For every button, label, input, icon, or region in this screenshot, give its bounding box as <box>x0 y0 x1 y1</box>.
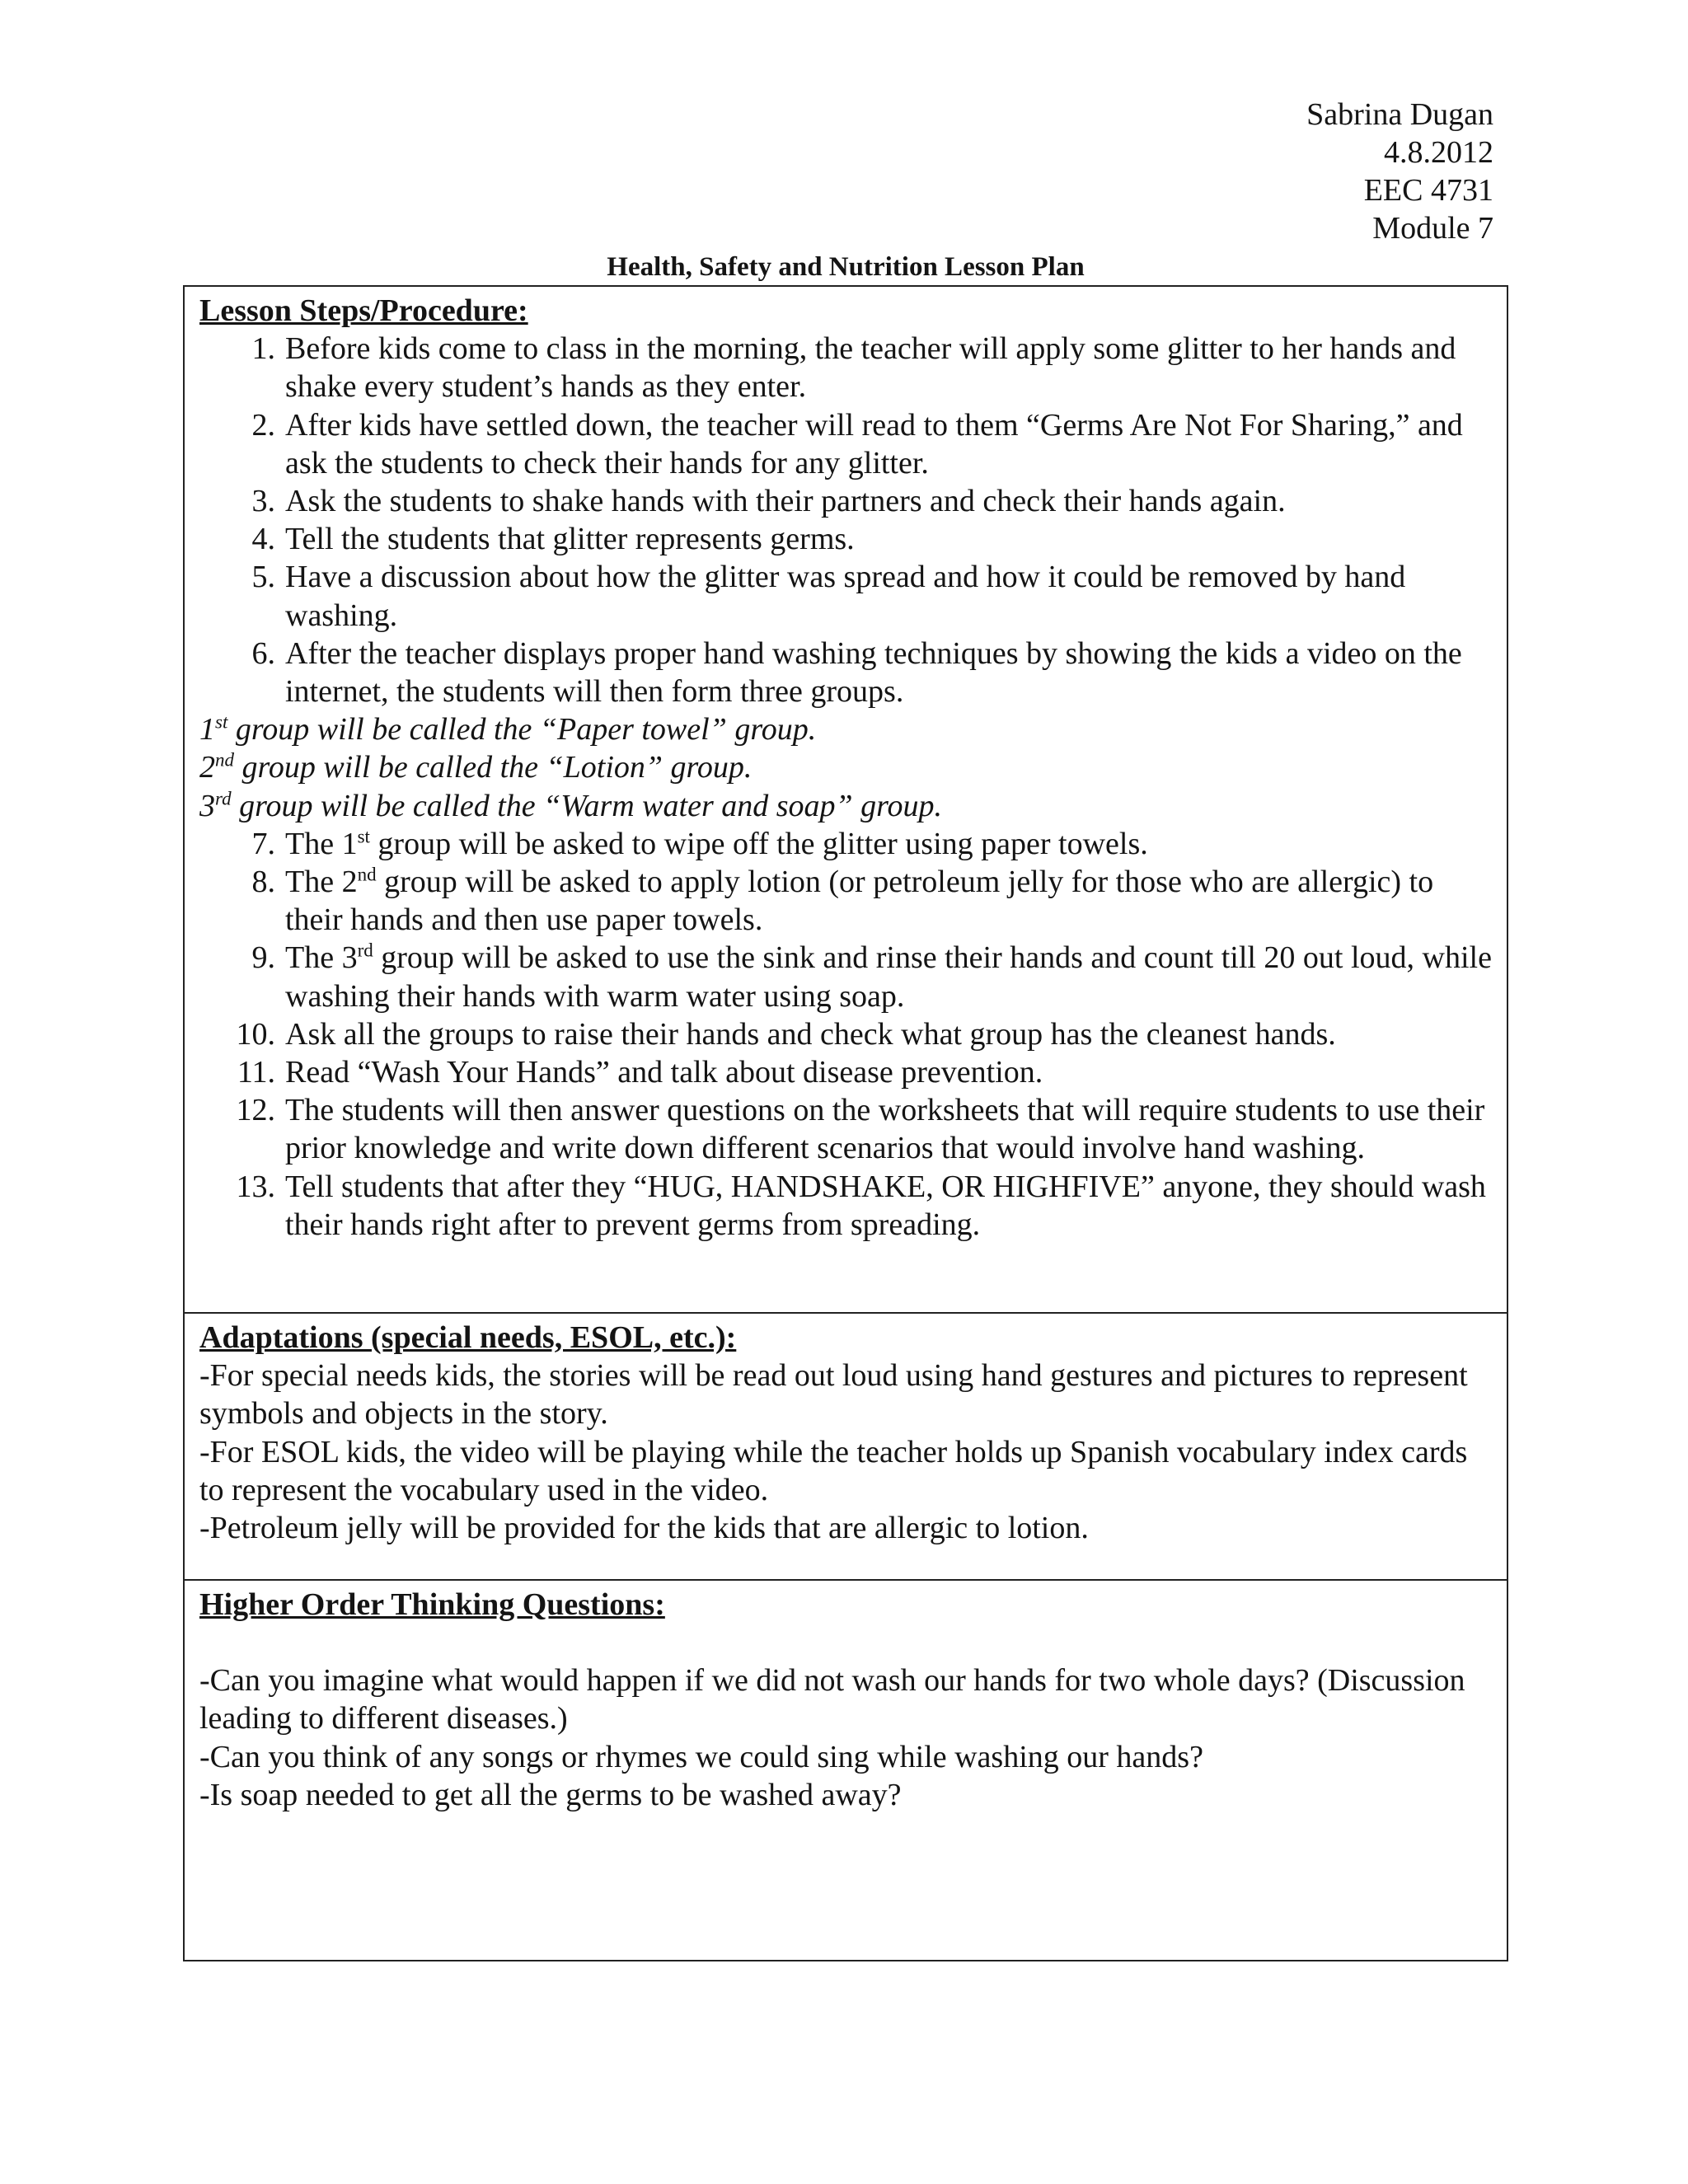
step-number: 9. <box>251 940 275 976</box>
question-line: -Can you imagine what would happen if we did not wash our hands for two whole days? (Discussion leading to different diseases.) <box>199 1663 1465 1736</box>
hot-questions-heading: Higher Order Thinking Questions: <box>199 1587 665 1622</box>
step-text: After the teacher displays proper hand washing techniques by showing the kids a video on the internet, the students will then form three groups. <box>285 635 1462 710</box>
step-number: 11. <box>237 1055 275 1090</box>
step-body: group will be asked to apply lotion (or petroleum jelly for those who are allergic) to their hands and then use paper towels. <box>285 865 1434 938</box>
ordinal-suffix: st <box>357 826 370 847</box>
adaptation-line: -For ESOL kids, the video will be playing while the teacher holds up Spanish vocabulary index cards to represent the vocabulary used in the video. <box>199 1434 1468 1507</box>
step-text: Before kids come to class in the morning, the teacher will apply some glitter to her hands and shake every student’s hands as they enter. <box>285 331 1456 405</box>
adaptation-line: -Petroleum jelly will be provided for the kids that are allergic to lotion. <box>199 1511 1089 1546</box>
course-code: EEC 4731 <box>1363 173 1493 208</box>
header-block <box>1306 96 1493 247</box>
steps-heading: Lesson Steps/Procedure: <box>199 293 528 328</box>
steps-list-a <box>199 330 1493 710</box>
question-line: -Can you think of any songs or rhymes we could sing while washing our hands? <box>199 1739 1203 1774</box>
adaptations-heading: Adaptations (special needs, ESOL, etc.): <box>199 1320 737 1355</box>
step-item <box>199 825 1493 863</box>
step-text <box>285 863 1493 939</box>
group-ordinal: 3 <box>199 788 215 823</box>
step-item <box>199 406 1493 482</box>
group-line <box>199 710 1493 748</box>
module-label: Module 7 <box>1372 211 1493 246</box>
spacer <box>199 1624 1493 1661</box>
step-item <box>199 939 1493 1015</box>
step-body: group will be asked to wipe off the glitter using paper towels. <box>369 826 1148 861</box>
adaptations-cell <box>185 1312 1507 1579</box>
date: 4.8.2012 <box>1384 135 1493 170</box>
steps-cell <box>185 287 1507 1312</box>
ordinal-suffix: rd <box>357 940 373 961</box>
ordinal-suffix: nd <box>357 864 377 885</box>
group-line <box>199 787 1493 825</box>
step-text: Read “Wash Your Hands” and talk about disease prevention. <box>285 1055 1043 1090</box>
step-number: 1. <box>251 331 275 367</box>
step-item <box>199 863 1493 939</box>
step-number: 12. <box>236 1093 275 1128</box>
step-number: 4. <box>251 522 275 557</box>
step-item <box>199 1053 1493 1091</box>
step-text <box>285 939 1493 1015</box>
step-text <box>285 825 1493 863</box>
document-title: Health, Safety and Nutrition Lesson Plan <box>607 252 1085 282</box>
step-number: 7. <box>251 826 275 861</box>
author-name: Sabrina Dugan <box>1306 97 1493 132</box>
step-prefix: The 2 <box>285 865 358 900</box>
step-body: group will be asked to use the sink and rinse their hands and count till 20 out loud, while washing their hands with warm water using soap. <box>285 940 1492 1014</box>
step-text: Tell the students that glitter represents germs. <box>285 522 855 557</box>
step-number: 10. <box>236 1016 275 1052</box>
step-item <box>199 635 1493 710</box>
step-prefix: The 1 <box>285 826 358 861</box>
ordinal-suffix: rd <box>215 787 232 808</box>
question-line: -Is soap needed to get all the germs to be washed away? <box>199 1777 902 1812</box>
step-number: 8. <box>251 865 275 900</box>
ordinal-suffix: nd <box>215 749 234 771</box>
lesson-plan-table <box>183 285 1508 1961</box>
step-number: 6. <box>251 635 275 671</box>
group-text: group will be called the “Lotion” group. <box>234 750 753 785</box>
steps-list-b <box>199 825 1493 1244</box>
step-item <box>199 1168 1493 1244</box>
hot-questions-cell <box>185 1579 1507 1960</box>
step-item <box>199 1015 1493 1053</box>
step-number: 5. <box>251 560 275 595</box>
adaptation-line: -For special needs kids, the stories will be read out loud using hand gestures and pictures to represent symbols and objects in the story. <box>199 1358 1468 1432</box>
group-text: group will be called the “Paper towel” group. <box>227 712 817 748</box>
step-text: The students will then answer questions on the worksheets that will require students to use their prior knowledge and write down different scenarios that would involve hand washing. <box>285 1093 1485 1166</box>
step-item <box>199 558 1493 634</box>
step-item <box>199 1091 1493 1167</box>
step-item <box>199 330 1493 405</box>
step-prefix: The 3 <box>285 940 358 976</box>
group-text: group will be called the “Warm water and soap” group. <box>231 788 943 823</box>
step-item <box>199 520 1493 558</box>
step-text: Tell students that after they “HUG, HANDSHAKE, OR HIGHFIVE” anyone, they should wash their hands right after to prevent germs from spreading. <box>285 1169 1486 1242</box>
step-item <box>199 482 1493 520</box>
step-number: 3. <box>251 484 275 519</box>
step-number: 13. <box>236 1169 275 1204</box>
step-number: 2. <box>251 407 275 443</box>
group-ordinal: 2 <box>199 750 215 785</box>
step-text: Ask the students to shake hands with their partners and check their hands again. <box>285 484 1286 519</box>
step-text: Ask all the groups to raise their hands and check what group has the cleanest hands. <box>285 1016 1336 1052</box>
step-text: After kids have settled down, the teacher will read to them “Germs Are Not For Sharing,” and ask the students to check their hands for any glitter. <box>285 407 1463 480</box>
group-ordinal: 1 <box>199 712 215 748</box>
group-line <box>199 748 1493 786</box>
ordinal-suffix: st <box>215 711 228 733</box>
step-text: Have a discussion about how the glitter was spread and how it could be removed by hand washing. <box>285 560 1406 633</box>
